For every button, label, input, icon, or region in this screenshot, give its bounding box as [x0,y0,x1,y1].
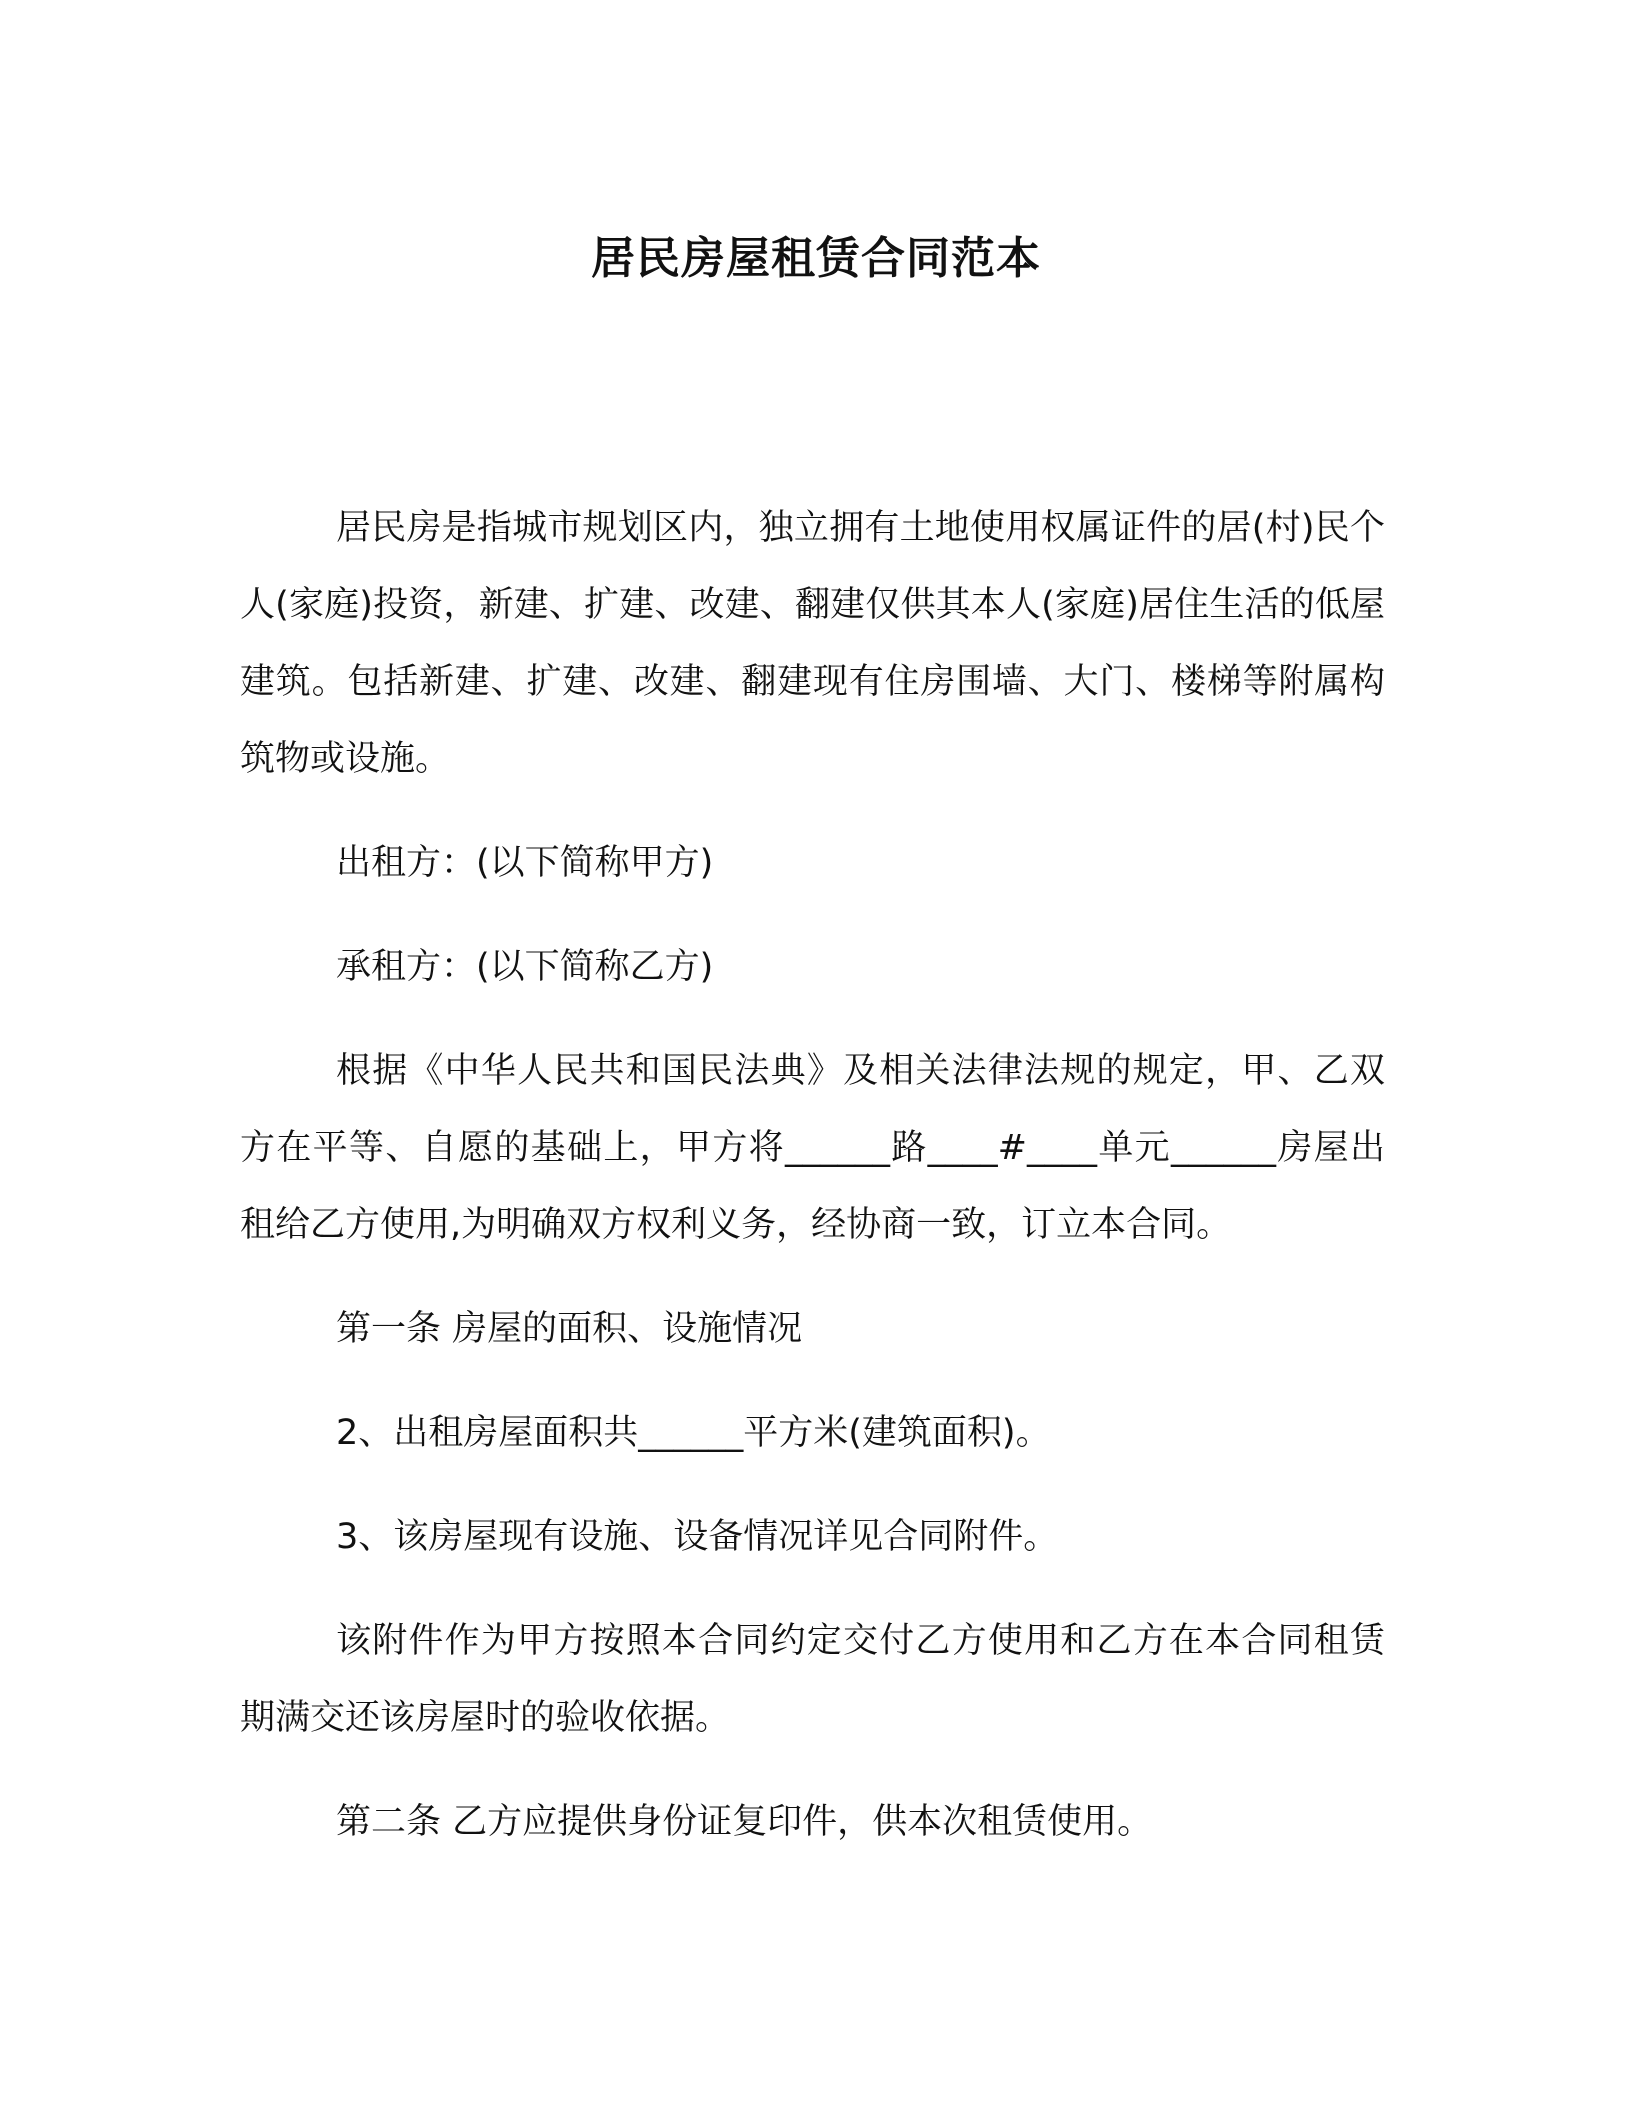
paragraph-lessor: 出租方：(以下简称甲方) [336,843,714,883]
paragraph-attachment-note: 该附件作为甲方按照本合同约定交付乙方使用和乙方在本合同租赁期满交还该房屋时的验收依据。 [240,1621,1385,1738]
article-1-item-3: 3、该房屋现有设施、设备情况详见合同附件。 [336,1517,1059,1557]
paragraph-definition: 居民房是指城市规划区内，独立拥有土地使用权属证件的居(村)民个人(家庭)投资，新建、扩建、改建、翻建仅供其本人(家庭)居住生活的低屋建筑。包括新建、扩建、改建、翻建现有住房围墙、大门、楼梯等附属构筑物或设施。 [240,508,1385,779]
paragraph-lessee: 承租方：(以下简称乙方) [336,947,714,987]
article-1-item-2: 2、出租房屋面积共______平方米(建筑面积)。 [336,1413,1051,1453]
paragraph-legal-basis: 根据《中华人民共和国民法典》及相关法律法规的规定，甲、乙双方在平等、自愿的基础上，甲方将______路____#____单元______房屋出租给乙方使用,为明确双方权利义务，经协商一致，订立本合同。 [240,1051,1385,1245]
document-body [240,490,1385,1888]
article-2: 第二条 乙方应提供身份证复印件，供本次租赁使用。 [336,1802,1153,1842]
document-title: 居民房屋租赁合同范本 [591,233,1041,284]
article-1-heading: 第一条 房屋的面积、设施情况 [336,1309,803,1349]
